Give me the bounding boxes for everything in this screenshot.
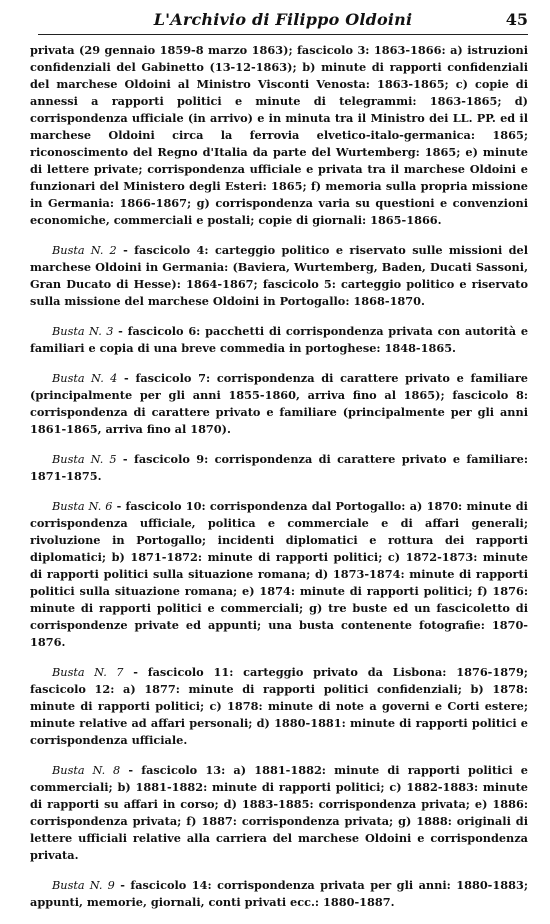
paragraph-text: - fascicolo 13: a) 1881-1882: minute di rapporti politici e commerciali; b) 1881-1882: minute di rapporti politici; c) 1882-1883: minute di rapporti su affari in corso; d) 1883-1885: corrispondenza privata; e) 1886: corrispondenza privata; f) 1887: corrispondenza privata; g) 1888: originali di lettere ufficiali relative alla carriera del marchese Oldoini e corrispondenza privata. [30, 763, 528, 862]
paragraph-continuation [30, 42, 528, 229]
busta-label: Busta N. 5 [52, 453, 117, 466]
busta-label: Busta N. 2 [52, 244, 117, 257]
paragraph-text: - fascicolo 14: corrispondenza privata per gli anni: 1880-1883; appunti, memorie, giornali, conti privati ecc.: 1880-1887. [30, 878, 528, 909]
busta-label: Busta N. 7 [52, 666, 124, 679]
paragraph-busta-2 [30, 242, 528, 310]
busta-label: Busta N. 9 [52, 879, 115, 892]
paragraph-busta-4 [30, 370, 528, 438]
page-body [30, 42, 528, 924]
paragraph-text: - fascicolo 6: pacchetti di corrispondenza privata con autorità e familiari e copia di una breve commedia in portoghese: 1848-1865. [30, 324, 529, 355]
paragraph-busta-7 [30, 664, 528, 749]
paragraph-busta-9 [30, 877, 528, 911]
paragraph-busta-5 [30, 451, 528, 485]
paragraph-busta-3 [30, 323, 528, 357]
busta-label: Busta N. 8 [52, 764, 121, 777]
paragraph-busta-6 [30, 498, 528, 651]
busta-label: Busta N. 4 [52, 372, 118, 385]
paragraph-text: privata (29 gennaio 1859-8 marzo 1863); fascicolo 3: 1863-1866: a) istruzioni confidenziali del Gabinetto (13-12-1863); b) minute di rapporti confidenziali del marchese Oldoini al Ministro Visconti Venosta: 1863-1865; c) copie di annessi a rapporti politici e minute di telegrammi: 1863-1865; d) corrispondenza ufficiale (in arrivo) e in minuta tra il Ministro dei LL. PP. ed il marchese Oldoini circa la ferrovia elvetico-italo-germanica: 1865; riconoscimento del Regno d'Italia da parte del Wurtemberg: 1865; e) minute di lettere private; corrispondenza ufficiale e privata tra il marchese Oldoini e funzionari del Ministero degli Esteri: 1865; f) memoria sulla propria missione in Germania: 1866-1867; g) corrispondenza varia su questioni e convenzioni economiche, commerciali e postali; copie di giornali: 1865-1866. [30, 43, 528, 227]
paragraph-text: - fascicolo 9: corrispondenza di carattere privato e familiare: 1871-1875. [30, 452, 528, 483]
paragraph-text: - fascicolo 4: carteggio politico e riservato sulle missioni del marchese Oldoini in Germania: (Baviera, Wurtemberg, Baden, Ducati Sassoni, Gran Ducato di Hesse): 1864-1867; fascicolo 5: carteggio politico e riservato sulla missione del marchese Oldoini in Portogallo: 1868-1870. [30, 243, 529, 308]
page-number: 45 [505, 10, 528, 29]
paragraph-text: - fascicolo 10: corrispondenza dal Portogallo: a) 1870: minute di corrispondenza ufficiale, politica e commerciale e di affari generali; rivoluzione in Portogallo; incidenti diplomatici e rottura dei rapporti diplomatici; b) 1871-1872: minute di rapporti politici; c) 1872-1873: minute di rapporti politici sulla situazione romana; d) 1873-1874: minute di rapporti politici sulla situazione romana; e) 1874: minute di rapporti politici; f) 1876: minute di rapporti politici e commerciali; g) tre buste ed un fascicoletto di corrispondenze private ed appunti; una busta contenente fotografie: 1870-1876. [30, 499, 528, 649]
paragraph-text: - fascicolo 11: carteggio privato da Lisbona: 1876-1879; fascicolo 12: a) 1877: minute di rapporti politici confidenziali; b) 1878: minute di rapporti politici; c) 1878: minute di note a governi e Corti estere; minute relative ad affari personali; d) 1880-1881: minute di rapporti politici e corrispondenza ufficiale. [30, 665, 528, 747]
paragraph-text: - fascicolo 7: corrispondenza di carattere privato e familiare (principalmente per gli anni 1855-1860, arriva fino al 1865); fascicolo 8: corrispondenza di carattere privato e familiare (principalmente per gli anni 1861-1865, arriva fino al 1870). [30, 371, 528, 436]
page-header [38, 4, 528, 35]
busta-label: Busta N. 3 [52, 325, 114, 338]
paragraph-busta-8 [30, 762, 528, 864]
running-title: L'Archivio di Filippo Oldoini [153, 10, 413, 29]
busta-label: Busta N. 6 [52, 500, 113, 513]
